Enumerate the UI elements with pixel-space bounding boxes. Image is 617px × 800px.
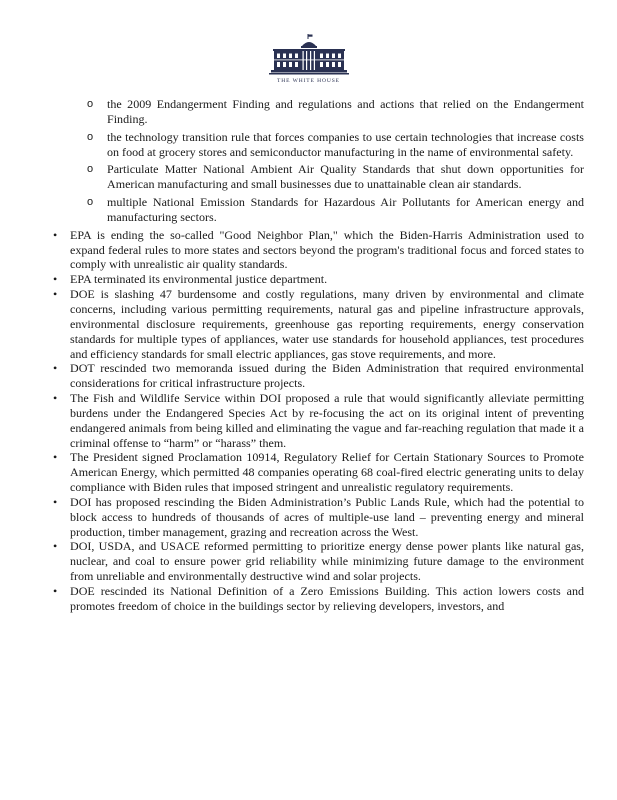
item-text: DOI, USDA, and USACE reformed permitting to prioritize energy dense power plants like natural gas, nuclear, and coal to ensure power grid reliability while minimizing future damage to the environment from unreliable and environmentally destructive wind and solar projects. [70, 539, 584, 584]
item-text: DOI has proposed rescinding the Biden Administration’s Public Lands Rule, which had the potential to block access to hundreds of thousands of acres of multiple-use land – preventing energy and mineral production, timber management, grazing and recreation across the West. [70, 494, 584, 539]
bullet-marker: • [53, 539, 58, 554]
list-item [50, 450, 584, 495]
bullet-list [50, 228, 584, 614]
list-item [50, 391, 584, 450]
list-item [50, 539, 584, 584]
sub-list-item [50, 97, 584, 127]
letterhead [0, 34, 617, 84]
sub-bullet-marker: o [87, 130, 94, 143]
sub-list-item [50, 130, 584, 160]
item-text: DOT rescinded two memoranda issued during the Biden Administration that required environmental considerations for critical infrastructure projects. [70, 361, 584, 391]
sub-bullet-marker: o [87, 196, 94, 209]
sub-item-text: the technology transition rule that forces companies to use certain technologies that increase costs on food at grocery stores and semiconductor manufacturing in the name of environmental safety. [107, 129, 584, 159]
bullet-marker: • [53, 272, 58, 287]
list-item [50, 272, 584, 287]
sub-item-text: multiple National Emission Standards for Hazardous Air Pollutants for American energy and manufacturing sectors. [107, 195, 584, 224]
sub-list-item [50, 195, 584, 225]
item-text: DOE rescinded its National Definition of a Zero Emissions Building. This action lowers costs and promotes freedom of choice in the buildings sector by relieving developers, investors, and [70, 584, 584, 613]
sub-item-text: the 2009 Endangerment Finding and regulations and actions that relied on the Endangerment Finding. [107, 97, 584, 126]
item-text: The Fish and Wildlife Service within DOI proposed a rule that would significantly alleviate permitting burdens under the Endangered Species Act by re-focusing the act on its original intent of preventing endangered animals from being killed and eliminating the vague and far-reaching regulation that made it a criminal offense to “harm” or “harass” them. [70, 391, 584, 450]
list-item [50, 361, 584, 391]
item-text: EPA is ending the so-called "Good Neighbor Plan," which the Biden-Harris Administration used to expand federal rules to more states and sectors beyond the program's traditional focus and forced states to comply with unrealistic air quality standards. [70, 227, 584, 272]
list-item [50, 495, 584, 540]
list-item [50, 287, 584, 361]
bullet-marker: • [53, 450, 58, 465]
sub-list-item [50, 162, 584, 192]
bullet-marker: • [53, 584, 58, 598]
item-text: DOE is slashing 47 burdensome and costly regulations, many driven by environmental and climate concerns, including various permitting requirements, natural gas and pipeline infrastructure approvals, environmental disclosure requirements, greenhouse gas reporting requirements, energy conservation standards for multiple types of appliances, water use standards for household appliances, test procedures and efficiency standards for small electric appliances, gas stove requirements, and more. [70, 287, 584, 361]
list-item [50, 584, 584, 614]
sub-bullet-marker: o [87, 163, 94, 176]
item-text: EPA terminated its environmental justice department. [70, 272, 328, 287]
sub-bullet-marker: o [87, 98, 94, 110]
white-house-building-icon [0, 34, 617, 76]
bullet-marker: • [53, 361, 58, 376]
bullet-marker: • [53, 391, 58, 406]
bullet-marker: • [53, 227, 58, 242]
bullet-marker: • [53, 494, 58, 509]
item-text: The President signed Proclamation 10914, Regulatory Relief for Certain Stationary Sources to Promote American Energy, which permitted 48 companies operating 68 coal-fired electric generating units to delay compliance with Biden rules that imposed stringent and unrealistic regulatory requirements. [70, 450, 584, 495]
bullet-marker: • [53, 287, 58, 302]
sub-item-text: Particulate Matter National Ambient Air Quality Standards that shut down opportunities for American manufacturing and small businesses due to unattainable clean air standards. [107, 162, 584, 192]
document-body [50, 97, 584, 614]
brand-text: THE WHITE HOUSE [277, 78, 340, 84]
sub-bullet-list [50, 97, 584, 225]
list-item [50, 228, 584, 273]
